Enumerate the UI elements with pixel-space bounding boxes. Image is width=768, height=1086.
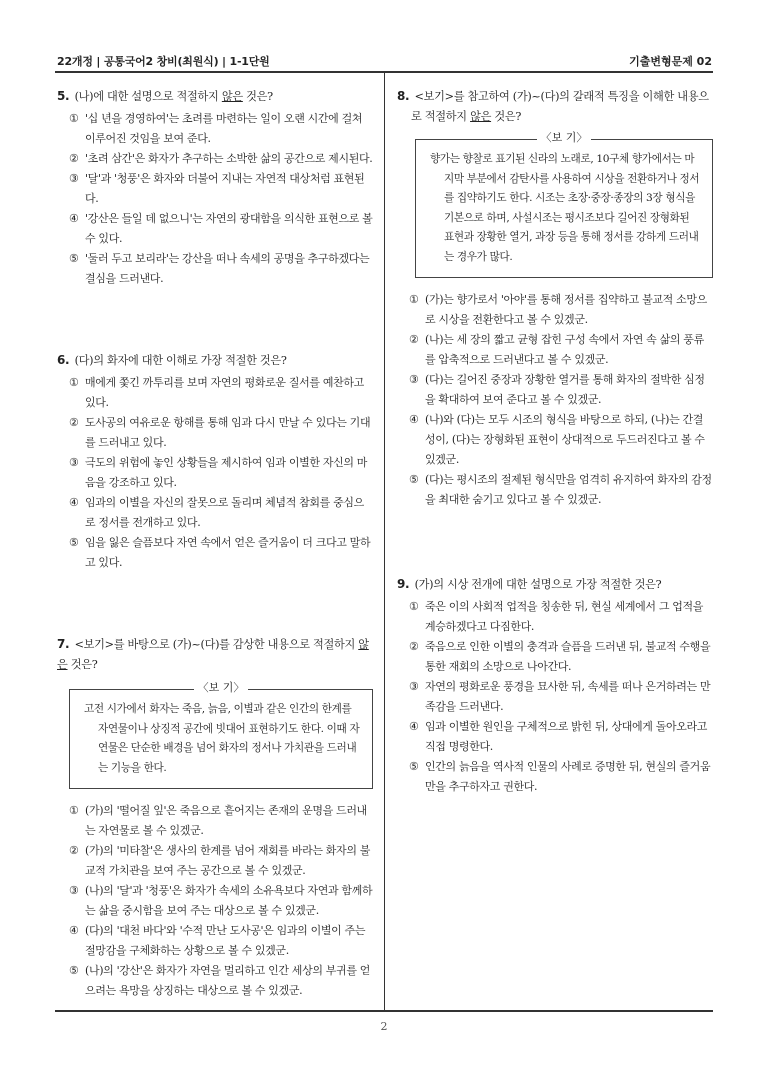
option-text: '둘러 두고 보리라'는 강산을 떠나 속세의 공명을 추구하겠다는 결심을 드러낸다.: [85, 252, 370, 285]
option-number: ⑤: [69, 964, 79, 977]
option-number: ②: [69, 416, 79, 429]
question-number: 7.: [57, 637, 70, 651]
option-text: '초려 삼간'은 화자가 추구하는 소박한 삶의 공간으로 제시된다.: [85, 152, 373, 165]
question-stem: [397, 86, 713, 127]
option-number: ③: [69, 884, 79, 897]
option-text: 임과의 이별을 자신의 잘못으로 돌리며 체념적 참회를 중심으로 정서를 전개하고 있다.: [85, 496, 364, 529]
option-text: 죽은 이의 사회적 업적을 칭송한 뒤, 현실 세계에서 그 업적을 계승하겠다고 다짐한다.: [425, 600, 704, 633]
option-number: ⑤: [69, 252, 79, 265]
stem-text: <보기>를 바탕으로 (가)~(다)를 감상한 내용으로 적절하지: [74, 638, 359, 651]
example-label-text: 〈보 기〉: [194, 681, 249, 694]
stem-underline: 않은: [221, 90, 243, 103]
option-number: ⑤: [69, 536, 79, 549]
option-text: 인간의 늙음을 역사적 인물의 사례로 증명한 뒤, 현실의 즐거움만을 추구하자고 권한다.: [425, 760, 711, 793]
option-5[interactable]: [57, 533, 373, 573]
option-text: 극도의 위험에 놓인 상황들을 제시하여 임과 이별한 자신의 마음을 강조하고 있다.: [85, 456, 368, 489]
option-text: 매에게 쫓긴 까투리를 보며 자연의 평화로운 질서를 예찬하고 있다.: [85, 376, 364, 409]
option-text: (다)의 '대천 바다'와 '수적 만난 도사공'은 임과의 이별이 주는 절망감을 구체화하는 상황으로 볼 수 있겠군.: [85, 924, 366, 957]
stem-text: 것은?: [242, 90, 273, 103]
options: [57, 109, 373, 289]
question-stem: [57, 86, 373, 107]
option-2[interactable]: [57, 413, 373, 453]
option-2[interactable]: [397, 330, 713, 370]
bottom-rule: [55, 1010, 713, 1012]
option-number: ③: [409, 680, 419, 693]
option-number: ①: [69, 112, 79, 125]
option-number: ④: [409, 413, 419, 426]
stem-text: 것은?: [491, 110, 522, 123]
options: [57, 373, 373, 573]
option-4[interactable]: [57, 493, 373, 533]
stem-underline: 않은: [57, 638, 369, 671]
option-4[interactable]: [57, 209, 373, 249]
option-text: (다)는 길어진 중장과 장황한 열거를 통해 화자의 절박한 심정을 확대하여 보여 준다고 볼 수 있겠군.: [425, 373, 705, 406]
option-text: (나)는 세 장의 짧고 균형 잡힌 구성 속에서 자연 속 삶의 풍류를 압축적으로 드러낸다고 볼 수 있겠군.: [425, 333, 704, 366]
option-text: (가)의 '떨어질 잎'은 죽음으로 흩어지는 존재의 운명을 드러내는 자연물로 볼 수 있겠군.: [85, 804, 367, 837]
question-8: [397, 86, 713, 510]
option-number: ①: [409, 293, 419, 306]
example-box: [69, 681, 373, 789]
option-text: (가)는 향가로서 '아야'를 통해 정서를 집약하고 불교적 소망으로 시상을 전환한다고 볼 수 있겠군.: [425, 293, 707, 326]
column-divider: [384, 73, 385, 1010]
option-2[interactable]: [57, 841, 373, 881]
option-2[interactable]: [57, 149, 373, 169]
stem-text: 것은?: [67, 658, 98, 671]
stem-text: (가)의 시상 전개에 대한 설명으로 가장 적절한 것은?: [414, 578, 662, 591]
option-1[interactable]: [397, 597, 713, 637]
option-3[interactable]: [397, 370, 713, 410]
stem-text: (다)의 화자에 대한 이해로 가장 적절한 것은?: [74, 354, 287, 367]
option-text: '달'과 '청풍'은 화자와 더불어 지내는 자연적 대상처럼 표현된다.: [85, 172, 365, 205]
example-text: 향가는 향찰로 표기된 신라의 노래로, 10구체 향가에서는 마지막 부분에서 감탄사를 사용하여 시상을 전환하거나 정서를 집약하기도 한다. 시조는 초장·중장·종장의 3장 형식을 기본으로 하며, 사설시조는 평시조보다 길어진 장형화된 표현과 장황한 열거, 과장 등을 통해 정서를 강하게 드러내는 경우가 많다.: [430, 153, 700, 263]
header-left: 22개정 | 공통국어2 창비(최원식) | 1-1단원: [57, 55, 270, 68]
question-9: [397, 574, 713, 797]
stem-text: <보기>를 참고하여 (가)~(다)의 갈래적 특징을 이해한 내용으로 적절하지: [411, 90, 709, 123]
question-number: 5.: [57, 89, 70, 103]
example-box-label: [69, 681, 373, 695]
option-number: ④: [69, 212, 79, 225]
option-number: ②: [409, 333, 419, 346]
stem-underline: 않은: [470, 110, 492, 123]
option-5[interactable]: [397, 757, 713, 797]
example-text: 고전 시가에서 화자는 죽음, 늙음, 이별과 같은 인간의 한계를 자연물이나 상징적 공간에 빗대어 표현하기도 한다. 이때 자연물은 단순한 배경을 넘어 화자의 정서나 가치관을 드러내는 기능을 한다.: [84, 703, 360, 774]
option-text: '십 년을 경영하여'는 초려를 마련하는 일이 오랜 시간에 걸쳐 이루어진 것임을 보여 준다.: [85, 112, 363, 145]
option-2[interactable]: [397, 637, 713, 677]
option-text: 임과 이별한 원인을 구체적으로 밝힌 뒤, 상대에게 돌아오라고 직접 명령한다.: [425, 720, 708, 753]
option-3[interactable]: [397, 677, 713, 717]
options: [397, 290, 713, 510]
question-number: 6.: [57, 353, 70, 367]
option-4[interactable]: [397, 410, 713, 470]
question-number: 9.: [397, 577, 410, 591]
example-box-body: [415, 139, 713, 278]
option-number: ①: [409, 600, 419, 613]
option-number: ②: [409, 640, 419, 653]
question-5: [57, 86, 373, 289]
question-stem: [57, 634, 373, 675]
option-1[interactable]: [57, 109, 373, 149]
option-number: ②: [69, 152, 79, 165]
options: [57, 801, 373, 1001]
option-text: (나)의 '강산'은 화자가 자연을 멀리하고 인간 세상의 부귀를 얻으려는 욕망을 상징하는 대상으로 볼 수 있겠군.: [85, 964, 371, 997]
option-1[interactable]: [397, 290, 713, 330]
option-number: ③: [69, 172, 79, 185]
example-box-label: [415, 131, 713, 145]
option-text: (나)의 '달'과 '청풍'은 화자가 속세의 소유욕보다 자연과 함께하는 삶을 중시함을 보여 주는 대상으로 볼 수 있겠군.: [85, 884, 373, 917]
option-5[interactable]: [397, 470, 713, 510]
example-box: [415, 131, 713, 278]
option-number: ③: [409, 373, 419, 386]
option-text: 임을 잃은 슬픔보다 자연 속에서 얻은 즐거움이 더 크다고 말하고 있다.: [85, 536, 371, 569]
stem-text: (나)에 대한 설명으로 적절하지: [74, 90, 222, 103]
option-3[interactable]: [57, 453, 373, 493]
option-1[interactable]: [57, 801, 373, 841]
option-number: ④: [69, 496, 79, 509]
option-text: '강산은 들일 데 없으니'는 자연의 광대함을 의식한 표현으로 볼 수 있다.: [85, 212, 373, 245]
option-5[interactable]: [57, 961, 373, 1001]
question-stem: [57, 350, 373, 371]
option-text: (가)의 '미타찰'은 생사의 한계를 넘어 재회를 바라는 화자의 불교적 가치관을 보여 주는 공간으로 볼 수 있겠군.: [85, 844, 371, 877]
example-label-text: 〈보 기〉: [537, 131, 592, 144]
option-1[interactable]: [57, 373, 373, 413]
option-3[interactable]: [57, 881, 373, 921]
example-box-body: [69, 689, 373, 789]
option-3[interactable]: [57, 169, 373, 209]
option-text: 죽음으로 인한 이별의 충격과 슬픔을 드러낸 뒤, 불교적 수행을 통한 재회의 소망으로 나아간다.: [425, 640, 711, 673]
options: [397, 597, 713, 797]
option-text: (다)는 평시조의 절제된 형식만을 엄격히 유지하여 화자의 감정을 최대한 숨기고 있다고 볼 수 있겠군.: [425, 473, 712, 506]
question-number: 8.: [397, 89, 410, 103]
option-text: 도사공의 여유로운 항해를 통해 임과 다시 만날 수 있다는 기대를 드러내고 있다.: [85, 416, 371, 449]
header-right: 기출변형문제 02: [629, 55, 712, 68]
question-stem: [397, 574, 713, 595]
option-number: ⑤: [409, 760, 419, 773]
option-text: (나)와 (다)는 모두 시조의 형식을 바탕으로 하되, (나)는 간결성이, (다)는 장형화된 표현이 상대적으로 두드러진다고 볼 수 있겠군.: [425, 413, 705, 466]
question-7: [57, 634, 373, 1001]
option-number: ④: [409, 720, 419, 733]
option-number: ①: [69, 376, 79, 389]
option-5[interactable]: [57, 249, 373, 289]
question-6: [57, 350, 373, 573]
option-number: ②: [69, 844, 79, 857]
option-number: ③: [69, 456, 79, 469]
option-number: ⑤: [409, 473, 419, 486]
option-4[interactable]: [57, 921, 373, 961]
page-number: 2: [380, 1020, 388, 1033]
option-number: ①: [69, 804, 79, 817]
option-text: 자연의 평화로운 풍경을 묘사한 뒤, 속세를 떠나 은거하려는 만족감을 드러낸다.: [425, 680, 711, 713]
option-4[interactable]: [397, 717, 713, 757]
option-number: ④: [69, 924, 79, 937]
